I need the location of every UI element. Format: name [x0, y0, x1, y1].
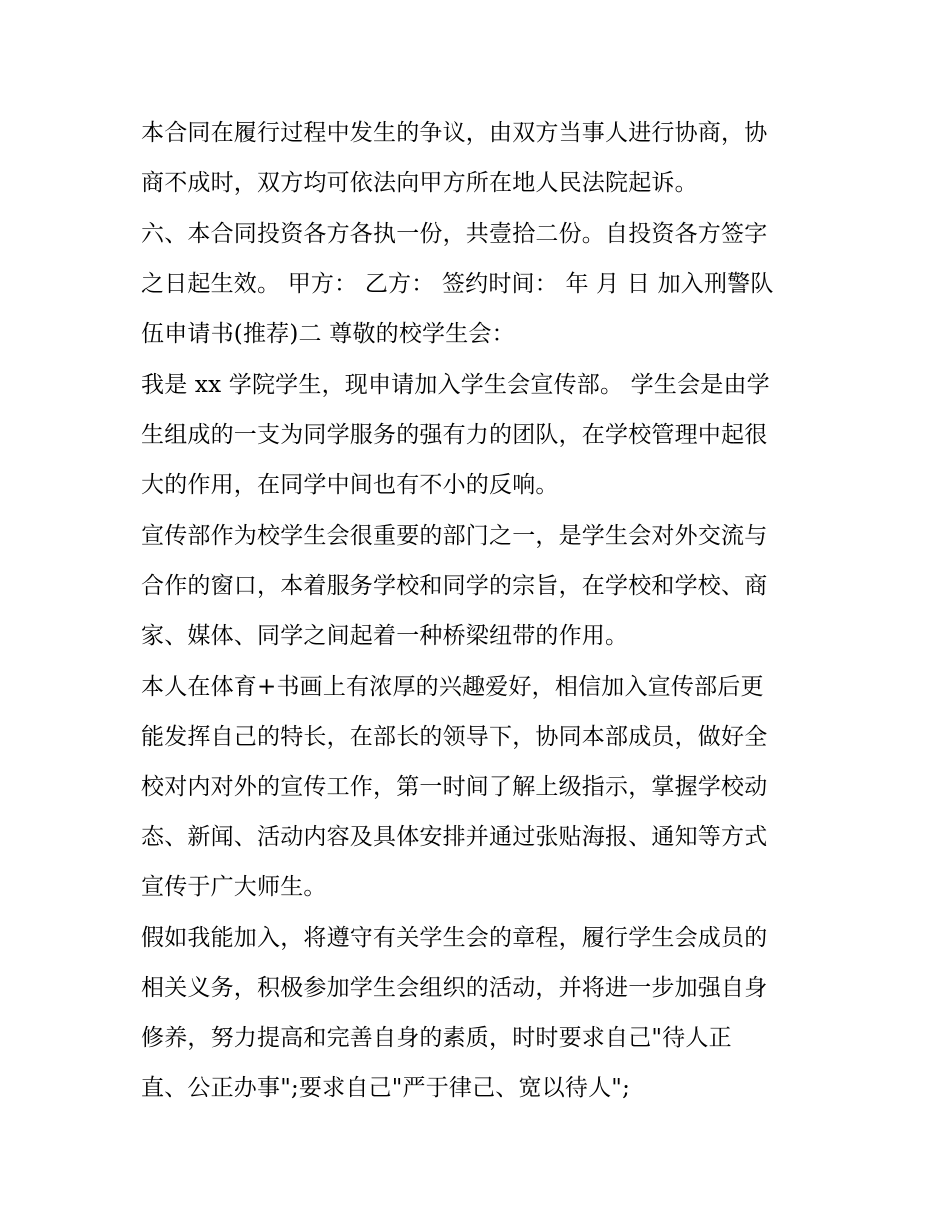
text-line: 本人在体育+书画上有浓厚的兴趣爱好，相信加入宣传部后更	[141, 674, 764, 700]
text-line: 之日起生效。 甲方： 乙方： 签约时间： 年 月 日 加入刑警队	[141, 271, 774, 297]
text-line: 合作的窗口，本着服务学校和同学的宗旨，在学校和学校、商	[141, 573, 768, 599]
paragraph-publicity-department	[141, 511, 821, 661]
paragraph-contract-copies	[141, 209, 821, 359]
text-line: 大的作用，在同学中间也有不小的反响。	[141, 472, 559, 498]
text-line: 假如我能加入，将遵守有关学生会的章程，履行学生会成员的	[141, 925, 768, 951]
paragraph-introduction	[141, 360, 821, 510]
text-line: 直、公正办事";要求自己"严于律己、宽以待人";	[141, 1075, 631, 1101]
text-line: 宣传部作为校学生会很重要的部门之一，是学生会对外交流与	[141, 523, 768, 549]
paragraph-personal-interests	[141, 662, 821, 912]
document-body	[141, 108, 821, 1114]
text-line: 商不成时，双方均可依法向甲方所在地人民法院起诉。	[141, 170, 698, 196]
text-line: 六、本合同投资各方各执一份，共壹拾二份。自投资各方签字	[141, 221, 768, 247]
text-line: 我是 xx 学院学生，现申请加入学生会宣传部。 学生会是由学	[141, 372, 770, 398]
text-line: 宣传于广大师生。	[141, 874, 327, 900]
text-line: 校对内对外的宣传工作，第一时间了解上级指示，掌握学校动	[141, 774, 768, 800]
text-line: 能发挥自己的特长，在部长的领导下，协同本部成员，做好全	[141, 724, 768, 750]
text-line: 修养，努力提高和完善自身的素质，时时要求自己"待人正	[141, 1025, 732, 1051]
text-line: 家、媒体、同学之间起着一种桥梁纽带的作用。	[141, 623, 629, 649]
text-line: 相关义务，积极参加学生会组织的活动，并将进一步加强自身	[141, 975, 768, 1001]
paragraph-dispute-clause	[141, 108, 821, 208]
text-line: 态、新闻、活动内容及具体安排并通过张贴海报、通知等方式	[141, 824, 768, 850]
text-line: 本合同在履行过程中发生的争议，由双方当事人进行协商，协	[141, 120, 768, 146]
text-line: 生组成的一支为同学服务的强有力的团队，在学校管理中起很	[141, 422, 768, 448]
text-line: 伍申请书(推荐)二 尊敬的校学生会：	[141, 321, 515, 347]
paragraph-commitment	[141, 913, 821, 1113]
